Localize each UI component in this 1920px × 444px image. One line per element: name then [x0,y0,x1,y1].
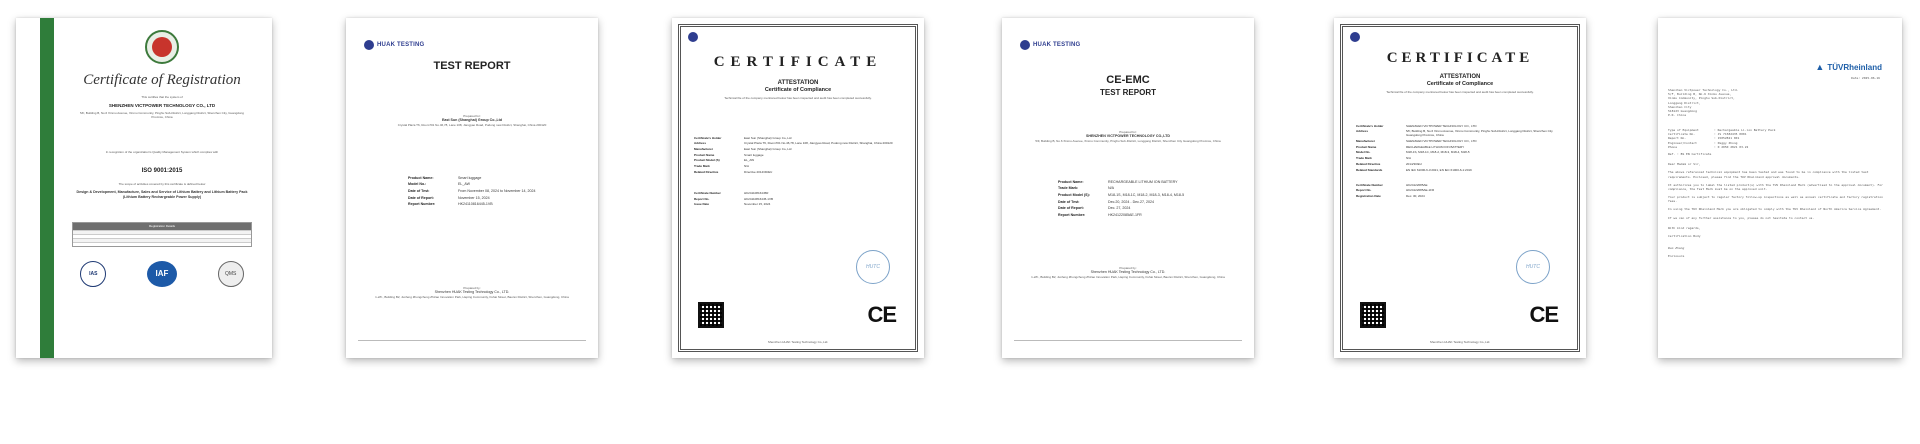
doc-tuv-rheinland-letter[interactable] [1658,18,1902,358]
field-row: Report Number: HK24110816445-1VB [408,202,493,207]
ce-mark-icon: CE [1529,302,1558,327]
attestation-label: ATTESTATION [777,80,819,86]
company-address: 5/F, Building B, No.6 Xinmu Avenue, Xinmu Community, Pinghu Sub-District, Longgang District, Shenzhen City, Guangdong Province, China [80,111,244,120]
certificate-fields [694,134,902,208]
field-row: Related Directive 2014/30/EU [1356,161,1422,166]
field-row: Manufacturer SHENZHEN VICTPOWER TECHNOLOGY CO., LTD [1356,139,1477,144]
field-row: Date of Report: November 15, 2024 [408,195,490,200]
body-paragraph: The above referenced technical equipment has been tested and was found to be in compliance with the listed test requirements. Enclosed, please find the TUV Rheinland approval documents. [1668,170,1869,179]
field-row: Product Model (S) EL_AW [694,158,755,163]
closing: With kind regards, [1668,225,1701,230]
field-row: Trade Mark: N/A [1058,186,1114,191]
body-paragraph: If we can of any further assistance to you, please do not hesitate to contact us. [1668,215,1815,220]
doc-ce-emc-test-report[interactable] [1002,18,1254,358]
field-row: Date of Test: Dec.20, 2024 - Dec.27, 2024 [1058,199,1154,204]
field-row: Product Name: Smart luggage [408,175,482,180]
field-row: Type of Equipment : Rechargeable Li-ion Battery Pack [1668,128,1776,132]
ce-mark-icon: CE [867,302,896,327]
lab-name: Shenzhen HUAK Testing Technology Co., LTD. [1090,270,1166,275]
attestation-label: ATTESTATION [1439,74,1481,80]
prepared-by-label: Prepared by: [1119,266,1137,270]
huak-logo-icon [1020,40,1030,50]
doc-ce-certificate-luggage[interactable] [672,18,924,358]
field-row: Engineer/Contact : Peggy Zhong [1668,140,1738,145]
field-row: Product Name RECHARGEABLE LITHIUM ION BATTERY [1356,144,1465,149]
report-fields [1058,178,1232,220]
field-row: Certificate's Holder East Sun (Shanghai) Group Co.,Ltd [694,135,792,140]
tuv-triangle-icon: ▲ [1815,62,1825,72]
field-row: Report No. HK24110816445-1VB [694,196,773,201]
client-name: SHENZHEN VICTPOWER TECHNOLOGY CO.,LTD [1086,134,1170,139]
hutc-stamp-icon: HUTC [1516,250,1550,284]
field-row: Related Standards EN IEC 61000-6-3:2021, EN IEC 61000-6-1:2019 [1356,167,1472,172]
field-row: Report No. HK24122085AE-1FR [1356,188,1435,193]
huak-brand: HUAK TESTING [377,42,425,48]
field-row: Address 5/F, Building B, No.6 Xinmu Avenue, Xinmu Community, Pinghu Sub-District, Longgang District, Shenzhen City Guangdong Province, China [1356,129,1553,138]
field-row: Date of Report: Dec. 27, 2024 [1058,206,1131,211]
field-row: Issue Date November 15, 2024 [694,202,771,207]
certificate-fields [1356,122,1564,200]
reference-line: Ref. : BS EN Certificate [1668,151,1712,156]
report-fields [408,174,578,209]
huak-brand: HUAK TESTING [1033,42,1081,48]
green-side-bar [40,18,54,358]
registration-table [72,222,252,246]
field-row: Registration Date Dec. 30, 2024 [1356,194,1425,199]
iso-standard: ISO 9001:2015 [141,167,183,174]
doc-certificate-registration[interactable] [16,18,272,358]
letter-fields [1668,128,1892,259]
enclosure-label: Enclosure [1668,254,1685,259]
field-row: Certificate Number HK24122085AE [1356,182,1428,187]
field-row: Address Crystal Plaza T6, Room701 No.46,78, Lane 108, Jiangyao Road, Pudong new District, Shanghai, China 200120 [694,141,893,146]
report-subtitle: TEST REPORT [1099,88,1156,97]
intro-text: Technical file of the company mentioned below has been inspected and audit has been completed successfully. [1386,90,1534,94]
scope-intro: The scope of activities covered by this certificate is defined below [118,181,206,186]
client-address: Crystal Plaza T6, Room701 No.46,78, Lane 108, Jiangyao Road, Pudong new District, Shanghai, China 200120 [397,123,547,128]
field-row: Model No.: EL_AW [408,182,471,187]
field-row: Date of Test: From November 08, 2024 to November 14, 2024 [408,188,536,193]
field-row: Product Name Smart luggage [694,152,764,157]
report-title: CE-EMC [1106,74,1150,86]
qms-badge-icon: QMS [218,261,244,287]
field-row: Model No. M18-1S, M18-1C, M18-2, M18-3, M18-4, M18-5 [1356,150,1470,155]
huak-logo [1020,40,1080,50]
body-paragraph: It authorizes you to label the listed product(s) with the TUV Rheinland Mark (advertised to the approval document). For compliance, the Test Mark must be on the approved unit. [1668,182,1883,191]
doc-huak-test-report[interactable] [346,18,598,358]
intro-text: Technical file of the company mentioned below has been inspected and audit has been completed successfully. [724,96,872,100]
field-row: Related Directive Directive 2014/30/EU [694,169,773,174]
tuv-logo [1815,62,1882,72]
compliance-label: Certificate of Compliance [1426,81,1494,87]
huak-logo-icon [688,32,698,42]
field-row: Trade Mark N/A [1356,156,1412,161]
field-row: Certificate No. : JS 71582435 0001 [1668,132,1747,137]
body-paragraph: In using the TUV Rheinland Mark you are obligated to comply with the TUV Rheinland of North America Service Agreement. [1668,207,1882,212]
table-header: Registration Details [73,223,251,229]
prepared-by-label: Prepared by: [463,286,481,290]
signature-name: Ruo Zhong [1668,246,1685,251]
prepared-for-label: Prepared for: [1119,130,1137,134]
prepared-for-label: Prepared for: [463,114,481,118]
client-name: East Sun (Shanghai) Group Co.,Ltd [441,118,503,123]
certificate-footer: Shenzhen HUAK Testing Technology Co.,Ltd. [1429,339,1491,344]
field-row: Report Number: HK24122085AE-1FR [1058,213,1142,218]
certificate-title: Certificate of Registration [83,72,241,88]
huak-logo-icon [364,40,374,50]
registrar-seal-icon [145,30,179,64]
conformity-text: In recognition of the organization's Quality Management System which complies with [105,149,219,154]
iaf-badge-icon: IAF [147,261,177,287]
certificate-title: CERTIFICATE [713,54,883,70]
client-address: 5/F, Building B, No.6 Xinmu Avenue, Xinmu Community, Pinghu Sub-District, Longgang District, Shenzhen City Guangdong Province, China [1035,139,1221,144]
lab-address: 1-2/F., Building B2, Junfeng Zhongcheng Zhizao Innovation Park, Heping Community, Fuhai Street, Bao'an District, Shenzhen, Guangdong, China [375,295,569,300]
field-row: Report No. : 15052821 001 [1668,136,1740,141]
certificate-subtitle: This certifies that the system of [141,95,183,99]
letter-date: Date: 2025-06-16 [1851,76,1880,80]
field-row: Trade Mark N/A [694,163,750,168]
doc-ce-certificate-battery[interactable] [1334,18,1586,358]
tuv-brand: TÜVRheinland [1827,62,1882,72]
huak-logo [364,40,424,50]
body-paragraph: Your product is subject to regular factory follow-up inspections as well as annual certificate and factory registration fees. [1668,195,1883,204]
lab-address: 1-2/F., Building B2, Junfeng Zhongcheng Zhizao Innovation Park, Heping Community, Fuhai Street, Bao'an District, Shenzhen, Guangdong, China [1031,275,1225,280]
field-row: Product Name: RECHARGEABLE LITHIUM ION BATTERY [1058,179,1178,184]
qr-code-icon [1360,302,1386,328]
accreditation-badges [60,261,264,287]
field-row: Phone : 0 2050 2821 03.22 [1668,144,1749,149]
hutc-stamp-icon: HUTC [856,250,890,284]
lab-name: Shenzhen HUAK Testing Technology Co., LTD. [434,290,510,295]
field-row: Manufacturer East Sun (Shanghai) Group Co.,Ltd [694,146,792,151]
scope-text: Design & Development, Manufacture, Sales and Service of Lithium Battery and Lithium Battery Pack (Lithium Battery Rechargeable Power Supply) [76,189,248,200]
qr-code-icon [698,302,724,328]
compliance-label: Certificate of Compliance [764,87,832,93]
salutation: Dear Madam or Sir, [1668,162,1701,167]
huak-logo-icon [1350,32,1360,42]
recipient-address: Shenzhen Victpower Technology Co., Ltd. 5/F, Building B, No.6 Xinmu Avenue, Xinmu Community, Pinghu Sub-District, Longgang District, Shenzhen City 518123 Guangdong P.R. China [1668,88,1739,118]
field-row: Certificate Number HK24110816445R [694,190,769,195]
field-row: Product Model (S): M18-1S, M18-1C, M18-2, M18-3, M18-4, M18-5 [1058,192,1185,197]
certificate-footer: Shenzhen HUAK Testing Technology Co.,Ltd. [767,339,829,344]
field-row: Certificate's Holder SHENZHEN VICTPOWER TECHNOLOGY CO., LTD [1356,123,1477,128]
ias-badge-icon: IAS [80,261,106,287]
report-title: TEST REPORT [433,60,511,72]
company-name: SHENZHEN VICTPOWER TECHNOLOGY CO., LTD [108,103,216,109]
department: Certification Body [1668,234,1701,238]
certificate-title: CERTIFICATE [1386,50,1534,66]
